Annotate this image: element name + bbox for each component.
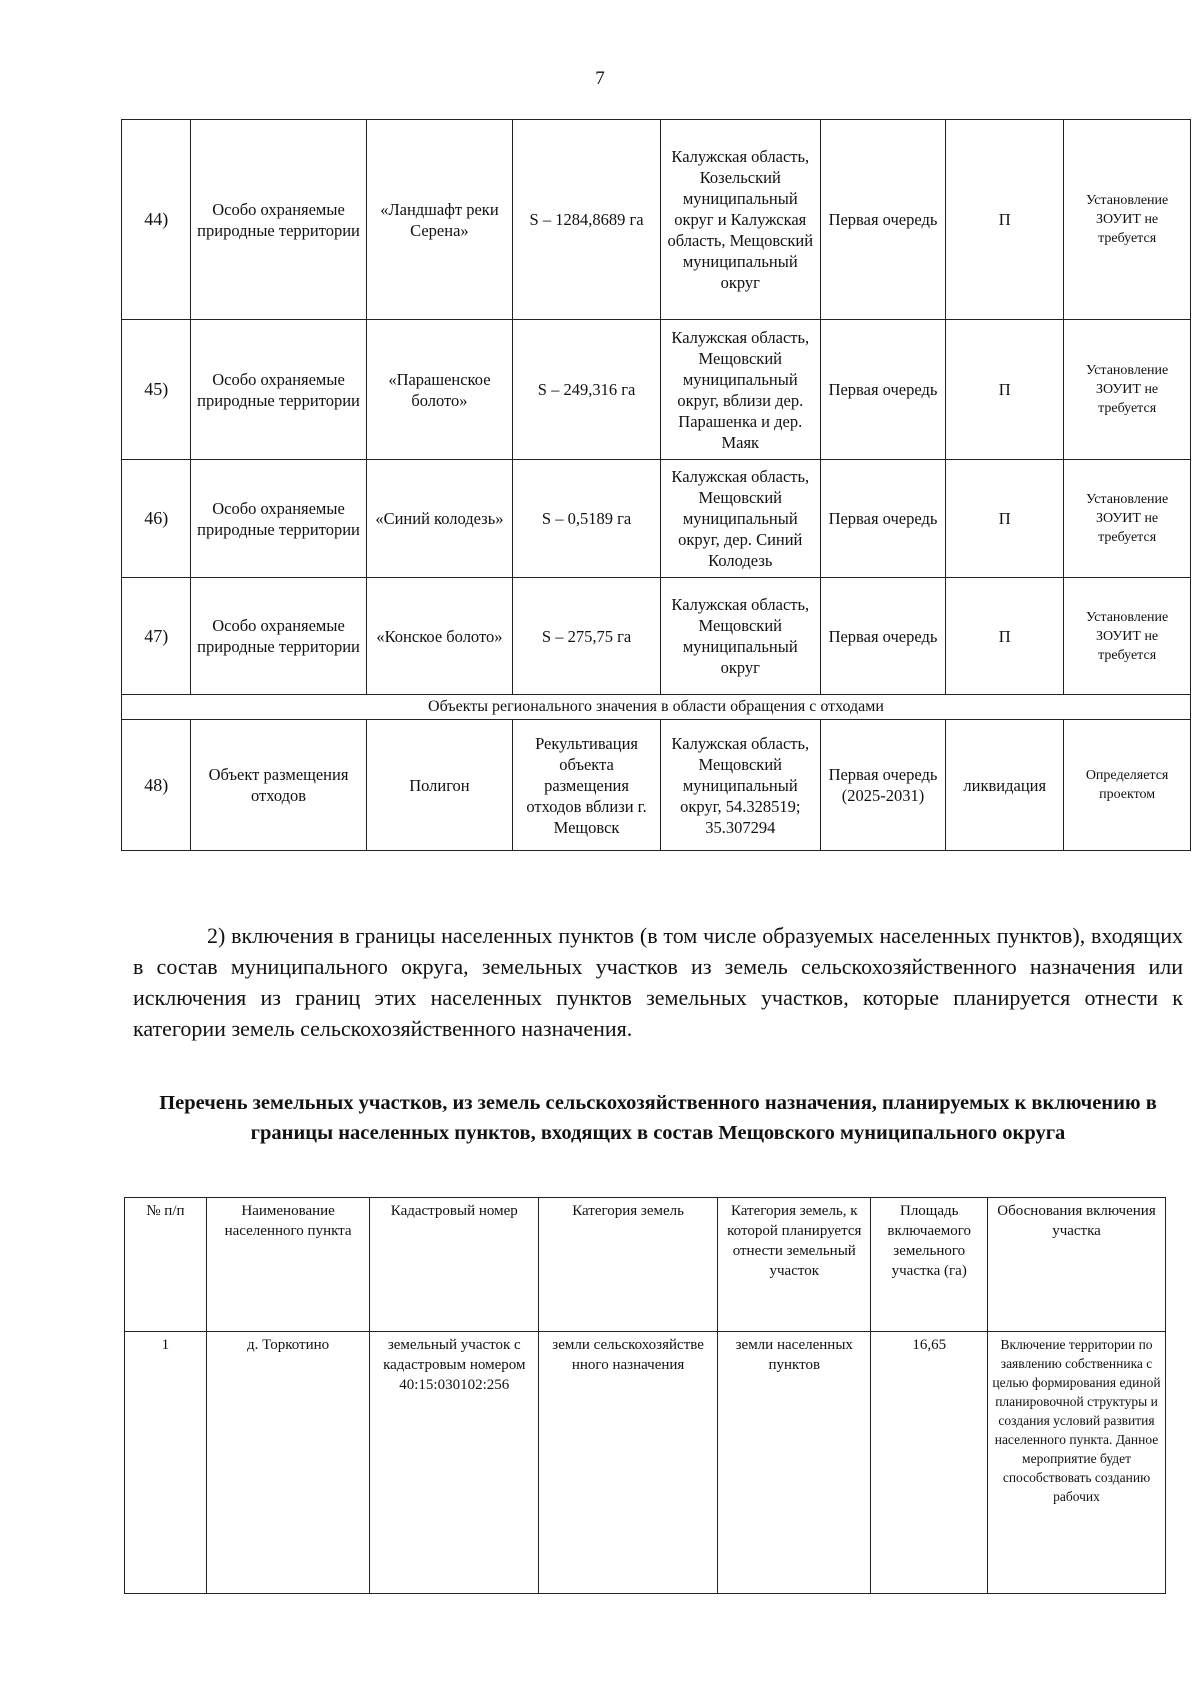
header-category: Категория земель — [539, 1198, 718, 1332]
implementation-stage: Первая очередь — [820, 120, 946, 320]
object-area: Рекультивация объекта размещения отходов вблизи г. Мещовск — [513, 720, 661, 851]
section-row — [122, 695, 1191, 720]
object-status: ликвидация — [946, 720, 1064, 851]
object-location: Калужская область, Мещовский муниципальный округ, 54.328519; 35.307294 — [660, 720, 820, 851]
land-category: земли сельскохозяйстве нного назначения — [539, 1332, 718, 1594]
cadastral-number: земельный участок с кадастровым номером 40:15:030102:256 — [370, 1332, 539, 1594]
table-row — [125, 1332, 1166, 1594]
zone-note: Определяется проектом — [1064, 720, 1191, 851]
object-name: «Ландшафт реки Серена» — [366, 120, 513, 320]
table-row — [122, 120, 1191, 320]
inclusion-basis: Включение территории по заявлению собственника с целью формирования единой планировочной структуры и создания условий развития населенного пункта. Данное мероприятие будет способствовать созданию рабочих — [988, 1332, 1166, 1594]
header-cadastral: Кадастровый номер — [370, 1198, 539, 1332]
zone-note: Установление ЗОУИТ не требуется — [1064, 578, 1191, 695]
object-type: Особо охраняемые природные территории — [191, 120, 366, 320]
objects-table — [121, 119, 1191, 851]
implementation-stage: Первая очередь — [820, 578, 946, 695]
header-target-category: Категория земель, к которой планируется отнести земельный участок — [718, 1198, 871, 1332]
table-row — [122, 578, 1191, 695]
object-area: S – 275,75 га — [513, 578, 661, 695]
settlement-name: д. Торкотино — [206, 1332, 370, 1594]
section-heading: Перечень земельных участков, из земель сельскохозяйственного назначения, планируемых к включению в границы населенных пунктов, входящих в состав Мещовского муниципального округа — [159, 1092, 1157, 1144]
table-row — [122, 320, 1191, 460]
object-location: Калужская область, Мещовский муниципальный округ, вблизи дер. Парашенка и дер. Маяк — [660, 320, 820, 460]
land-plots-table — [124, 1197, 1166, 1594]
object-name: «Конское болото» — [366, 578, 513, 695]
zone-note: Установление ЗОУИТ не требуется — [1064, 460, 1191, 578]
object-type: Особо охраняемые природные территории — [191, 320, 366, 460]
row-number: 44) — [122, 120, 191, 320]
zone-note: Установление ЗОУИТ не требуется — [1064, 320, 1191, 460]
implementation-stage: Первая очередь — [820, 460, 946, 578]
object-area: S – 0,5189 га — [513, 460, 661, 578]
section-title: Объекты регионального значения в области обращения с отходами — [122, 695, 1191, 720]
implementation-stage: Первая очередь — [820, 320, 946, 460]
row-number: 47) — [122, 578, 191, 695]
object-status: П — [946, 120, 1064, 320]
object-type: Особо охраняемые природные территории — [191, 578, 366, 695]
header-area: Площадь включаемого земельного участка (га) — [871, 1198, 988, 1332]
row-number: 46) — [122, 460, 191, 578]
header-settlement: Наименование населенного пункта — [206, 1198, 370, 1332]
page-number: 7 — [595, 68, 605, 89]
table-row — [122, 720, 1191, 851]
object-type: Объект размещения отходов — [191, 720, 366, 851]
object-name: Полигон — [366, 720, 513, 851]
object-location: Калужская область, Мещовский муниципальный округ, дер. Синий Колодезь — [660, 460, 820, 578]
row-number: 1 — [125, 1332, 207, 1594]
object-status: П — [946, 460, 1064, 578]
body-paragraph: 2) включения в границы населенных пунктов (в том числе образуемых населенных пунктов), входящих в состав муниципального округа, земельных участков из земель сельскохозяйственного назначения или исключения из границ этих населенных пунктов земельных участков, которые планируется отнести к категории земель сельскохозяйственного назначения. — [133, 923, 1183, 1041]
header-basis: Обоснования включения участка — [988, 1198, 1166, 1332]
header-num: № п/п — [125, 1198, 207, 1332]
zone-note: Установление ЗОУИТ не требуется — [1064, 120, 1191, 320]
object-status: П — [946, 578, 1064, 695]
object-location: Калужская область, Козельский муниципальный округ и Калужская область, Мещовский муниципальный округ — [660, 120, 820, 320]
object-area: S – 1284,8689 га — [513, 120, 661, 320]
table-header-row — [125, 1198, 1166, 1332]
object-name: «Синий колодезь» — [366, 460, 513, 578]
object-name: «Парашенское болото» — [366, 320, 513, 460]
object-status: П — [946, 320, 1064, 460]
object-location: Калужская область, Мещовский муниципальный округ — [660, 578, 820, 695]
row-number: 48) — [122, 720, 191, 851]
target-category: земли населенных пунктов — [718, 1332, 871, 1594]
object-type: Особо охраняемые природные территории — [191, 460, 366, 578]
table-row — [122, 460, 1191, 578]
plot-area: 16,65 — [871, 1332, 988, 1594]
row-number: 45) — [122, 320, 191, 460]
object-area: S – 249,316 га — [513, 320, 661, 460]
implementation-stage: Первая очередь (2025-2031) — [820, 720, 946, 851]
